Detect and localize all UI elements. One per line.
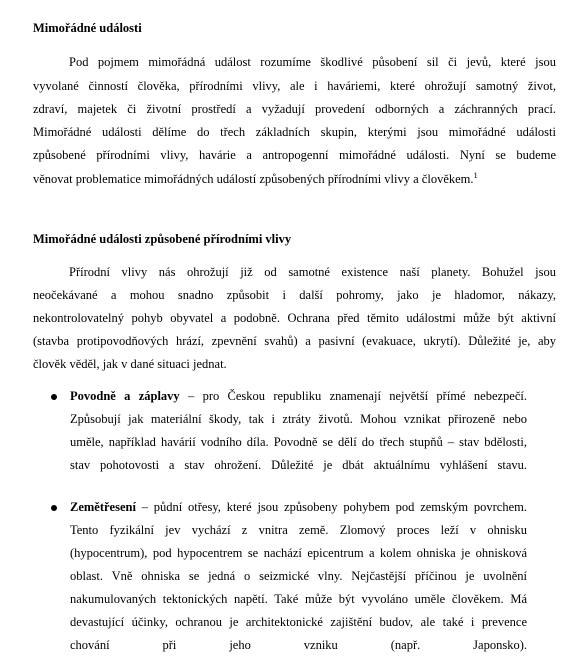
paragraph-line: nekontrolovatelný pohyb obyvatel a podobně. Ochrana před těmito událostmi může být aktivní xyxy=(33,311,556,325)
paragraph-line: Mimořádné události dělíme do třech základních skupin, kterými jsou mimořádné události xyxy=(33,125,556,139)
paragraph-line: neočekávané a mohou snadno způsobit i další pohromy, jako je hladomor, nákazy, xyxy=(33,288,556,302)
paragraph-line: Přírodní vlivy nás ohrožují již od samotné existence naší planety. Bohužel jsou xyxy=(69,265,556,279)
list-item-line: stav pohotovosti a stav ohrožení. Důležité je dbát aktuálnímu vyhlášení stavu. xyxy=(70,458,527,472)
list-item-line: devastující účinky, ochranou je architektonické zajištění budov, ale také i prevence xyxy=(70,615,527,629)
list-item-line: nakumulovaných tektonických napětí. Také může být vyvoláno uměle člověkem. Má xyxy=(70,592,527,606)
list-item-line xyxy=(70,499,527,515)
section-heading: Mimořádné události způsobené přírodními vlivy xyxy=(33,232,292,246)
paragraph-line: zdraví, majetek či životní prostředí a vyžadují provedení odborných a záchranných prací. xyxy=(33,102,556,116)
list-item-line: oblast. Vně ohniska se jedná o seizmické vlny. Nejčastější příčinou je uvolnění xyxy=(70,569,527,583)
list-item-term: Povodně a záplavy xyxy=(70,389,180,403)
paragraph-line: způsobené přírodními vlivy, havárie a antropogenní mimořádné události. Nyní se budeme xyxy=(33,148,556,162)
bullet-dot-icon xyxy=(51,505,57,511)
paragraph-line: Pod pojmem mimořádná událost rozumíme škodlivé působení sil či jevů, které jsou xyxy=(69,55,556,69)
list-item-line: (hypocentrum), pod hypocentrem se nachází epicentrum a kolem ohniska je ohnisková xyxy=(70,546,527,560)
list-item-line xyxy=(70,388,527,404)
paragraph-line: (stavba protipovodňových hrází, zpevnění svahů) a pasivní (evakuace, ukrytí). Důležité je, aby xyxy=(33,334,556,348)
paragraph-line xyxy=(33,171,556,187)
list-item-term: Zemětřesení xyxy=(70,500,136,514)
footnote-marker[interactable]: 1 xyxy=(473,170,478,180)
list-item-line: Způsobují jak materiální škody, tak i ztráty životů. Mohou vznikat přirozeně nebo xyxy=(70,412,527,426)
list-item-text: – půdní otřesy, které jsou způsobeny pohybem pod zemským povrchem. xyxy=(135,500,527,514)
list-item-line: Tento fyzikální jev vychází z vnitra země. Zlomový proces leží v ohnisku xyxy=(70,523,527,537)
bullet-dot-icon xyxy=(51,394,57,400)
list-item-line: uměle, například havárií vodního díla. Povodně se dělí do třech stupňů – stav bdělosti, xyxy=(70,435,527,449)
section-heading: Mimořádné události xyxy=(33,21,142,35)
paragraph-line-text: věnovat problematice mimořádných událostí způsobených přírodními vlivy a člověkem. xyxy=(33,172,474,186)
list-item-line: chování při jeho vzniku (např. Japonsko). xyxy=(70,638,527,652)
list-item-text: – pro Českou republiku znamenají největší přímé nebezpečí. xyxy=(179,389,527,403)
paragraph-line: člověk věděl, jak v dané situaci jednat. xyxy=(33,357,227,371)
paragraph-line: vyvolané činností člověka, přírodními vlivy, ale i haváriemi, které ohrožují samotný život, xyxy=(33,79,556,93)
